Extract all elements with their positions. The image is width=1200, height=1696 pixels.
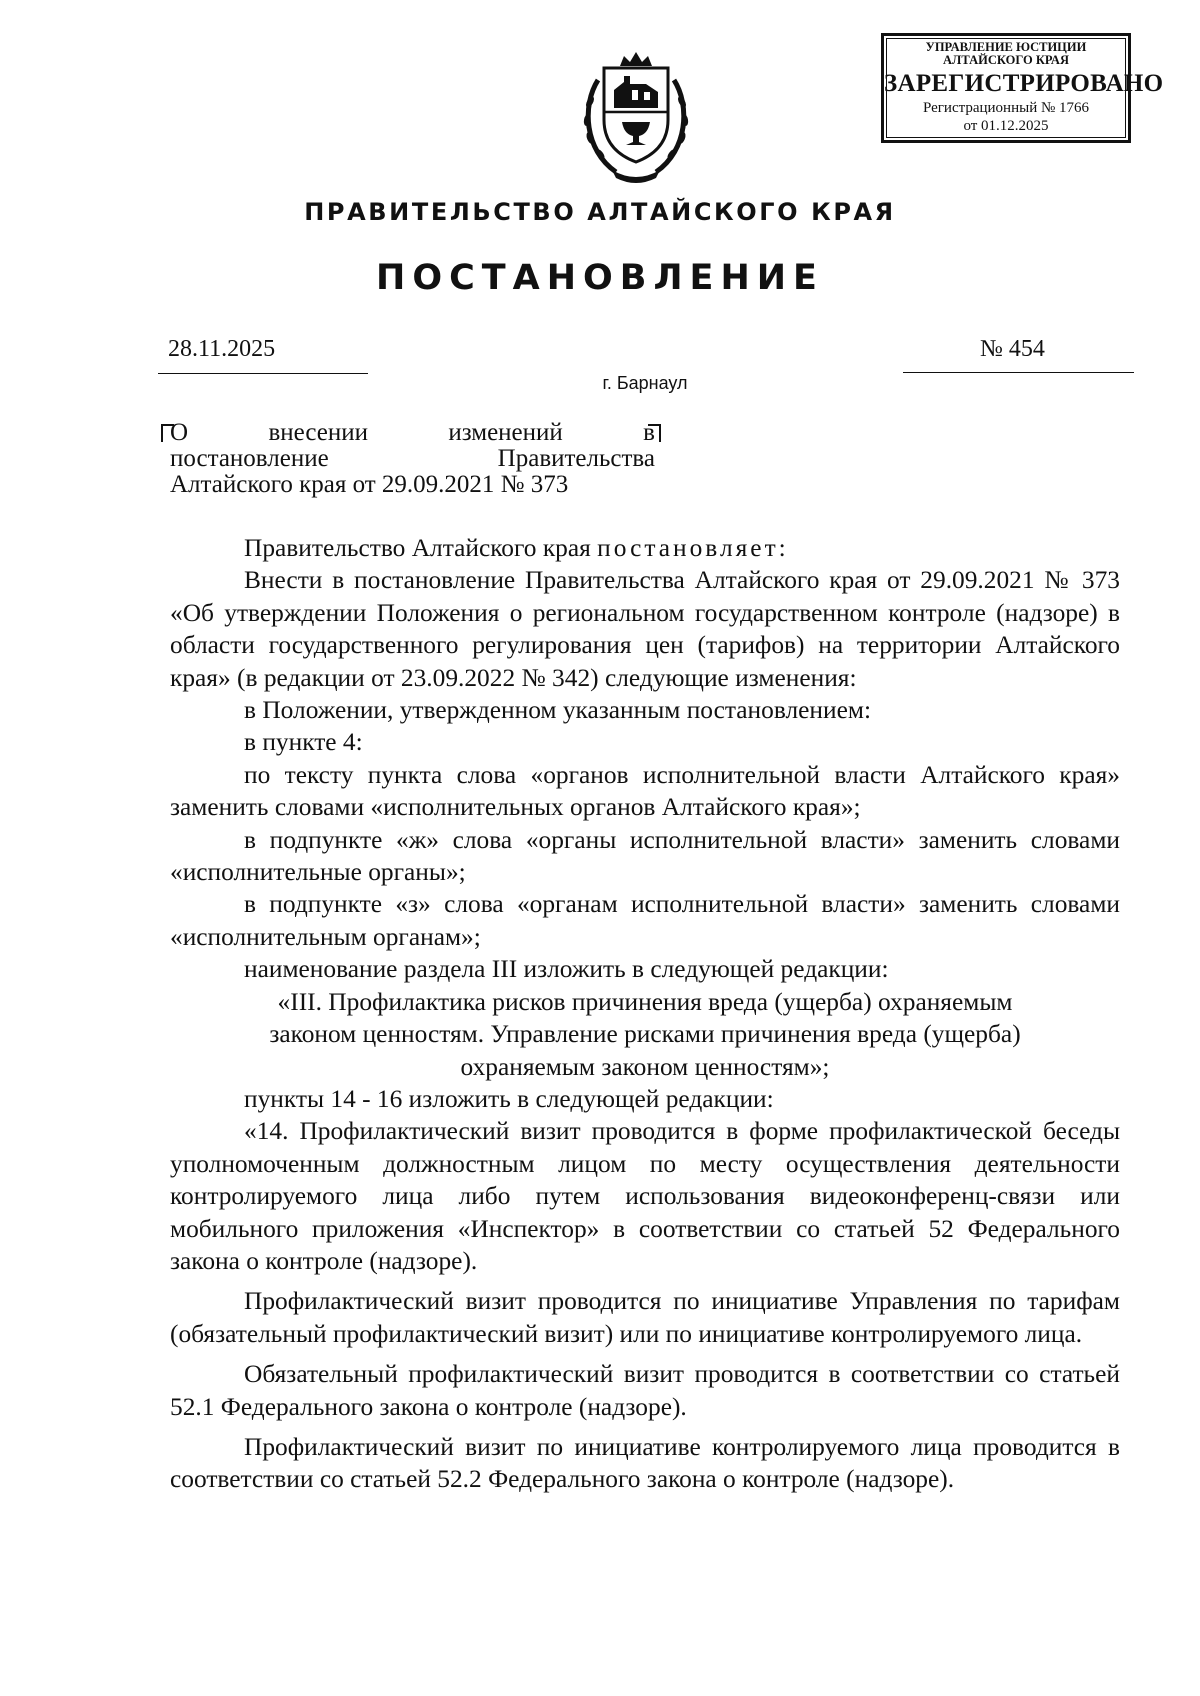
subject-word: постановление xyxy=(170,445,329,472)
body-paragraph: наименование раздела III изложить в следующей редакции: xyxy=(244,955,889,984)
body-paragraph: Внести в постановление Правительства Алтайского края от 29.09.2021 № 373 «Об утверждении Положения о региональном государственном контроле (надзоре) в области государственного регулирования цен (тарифов) на территории Алтайского края» (в редакции от 23.09.2022 № 342) следующие изменения: xyxy=(170,566,1120,692)
document-subject xyxy=(170,420,655,498)
body-paragraph: в подпункте «ж» слова «органы исполнительной власти» заменить словами «исполнительные органы»; xyxy=(170,825,1120,887)
subject-word: О xyxy=(170,419,189,446)
section-title-line: «III. Профилактика рисков причинения вреда (ущерба) охраняемым xyxy=(277,987,1013,1016)
subject-word: внесении xyxy=(268,419,368,446)
body-paragraph: Обязательный профилактический визит проводится в соответствии со статьей 52.1 Федерального закона о контроле (надзоре). xyxy=(170,1360,1120,1421)
subject-word: Правительства xyxy=(497,445,655,472)
document-body xyxy=(170,532,1120,1496)
section-title-line: охраняемым законом ценностям»; xyxy=(460,1052,830,1081)
subject-word: в xyxy=(643,419,655,446)
body-paragraph: «14. Профилактический визит проводится в форме профилактической беседы уполномоченным должностным лицом по месту осуществления деятельности контролируемого лица либо путем использования видеоконференц-связи или мобильного приложения «Инспектор» в соответствии со статьей 52 Федерального закона о контроле (надзоре). xyxy=(170,1117,1120,1275)
stamp-reg-number: Регистрационный № 1766 xyxy=(922,100,1090,116)
body-paragraph: в подпункте «з» слова «органам исполнительной власти» заменить словами «исполнительным органам»; xyxy=(170,890,1120,951)
document-city: г. Барнаул xyxy=(602,373,688,393)
preamble-decree-word: постановляет: xyxy=(597,534,789,562)
subject-word: изменений xyxy=(448,419,563,446)
section-title-line: законом ценностям. Управление рисками причинения вреда (ущерба) xyxy=(269,1020,1021,1049)
registration-stamp xyxy=(881,33,1164,143)
body-paragraph: по тексту пункта слова «органов исполнительной власти Алтайского края» заменить словами «исполнительных органов Алтайского края»; xyxy=(170,760,1120,822)
coat-of-arms-icon xyxy=(576,50,696,185)
body-paragraph: Профилактический визит проводится по инициативе Управления по тарифам (обязательный профилактический визит) или по инициативе контролируемого лица. xyxy=(170,1287,1120,1348)
government-title: ПРАВИТЕЛЬСТВО АЛТАЙСКОГО КРАЯ xyxy=(304,198,896,226)
body-paragraph: в Положении, утвержденном указанным постановлением: xyxy=(244,696,872,725)
body-paragraph: Профилактический визит по инициативе контролируемого лица проводится в соответствии со статьей 52.2 Федерального закона о контроле (надзоре). xyxy=(170,1432,1120,1494)
stamp-status: ЗАРЕГИСТРИРОВАНО xyxy=(884,70,1164,97)
preamble-paragraph xyxy=(170,532,1120,564)
body-paragraph: пункты 14 - 16 изложить в следующей редакции: xyxy=(244,1084,774,1113)
preamble-lead: Правительство Алтайского края xyxy=(244,534,598,562)
stamp-authority-line2: АЛТАЙСКОГО КРАЯ xyxy=(943,53,1069,67)
stamp-authority-line1: УПРАВЛЕНИЕ ЮСТИЦИИ xyxy=(925,40,1087,54)
document-kind: ПОСТАНОВЛЕНИЕ xyxy=(376,258,824,298)
body-paragraph: в пункте 4: xyxy=(244,728,363,757)
subject-line-3: Алтайского края от 29.09.2021 № 373 xyxy=(170,471,569,498)
document-number: № 454 xyxy=(980,336,1045,362)
stamp-reg-date: от 01.12.2025 xyxy=(963,118,1049,134)
document-date: 28.11.2025 xyxy=(168,336,276,362)
